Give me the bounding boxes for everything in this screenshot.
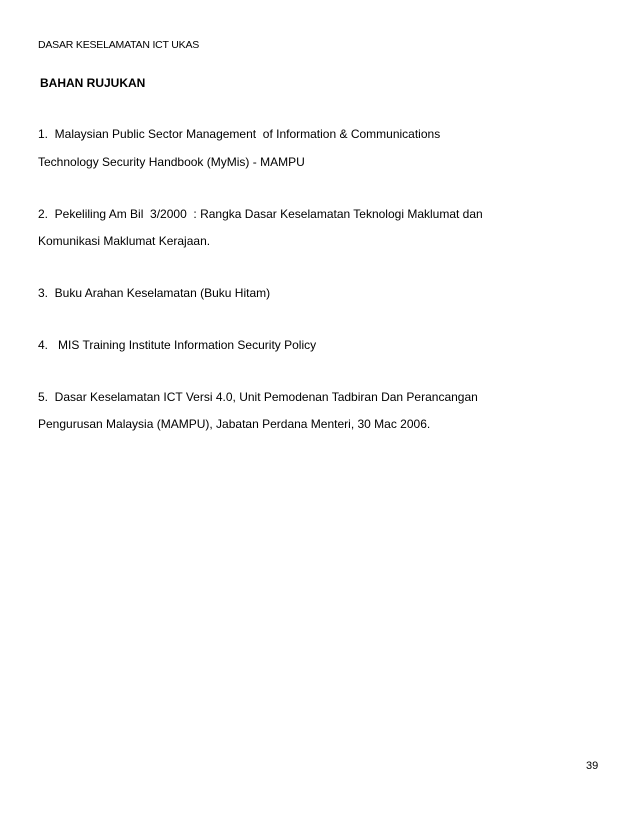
reference-text: 5. Dasar Keselamatan ICT Versi 4.0, Unit Pemodenan Tadbiran Dan Perancangan — [38, 390, 478, 404]
reference-text: 2. Pekeliling Am Bil 3/2000 : Rangka Dasar Keselamatan Teknologi Maklumat dan — [38, 207, 483, 221]
reference-text: 4. MIS Training Institute Information Security Policy — [38, 338, 317, 352]
section-title: BAHAN RUJUKAN — [40, 76, 146, 90]
document-header: DASAR KESELAMATAN ICT UKAS — [38, 39, 200, 51]
reference-text: Technology Security Handbook (MyMis) - MAMPU — [38, 155, 305, 169]
reference-text: Komunikasi Maklumat Kerajaan. — [38, 234, 211, 248]
reference-text: 1. Malaysian Public Sector Management of Information & Communications — [38, 127, 441, 141]
page-number: 39 — [586, 760, 599, 772]
reference-text: Pengurusan Malaysia (MAMPU), Jabatan Perdana Menteri, 30 Mac 2006. — [38, 417, 431, 431]
reference-text: 3. Buku Arahan Keselamatan (Buku Hitam) — [38, 286, 271, 300]
